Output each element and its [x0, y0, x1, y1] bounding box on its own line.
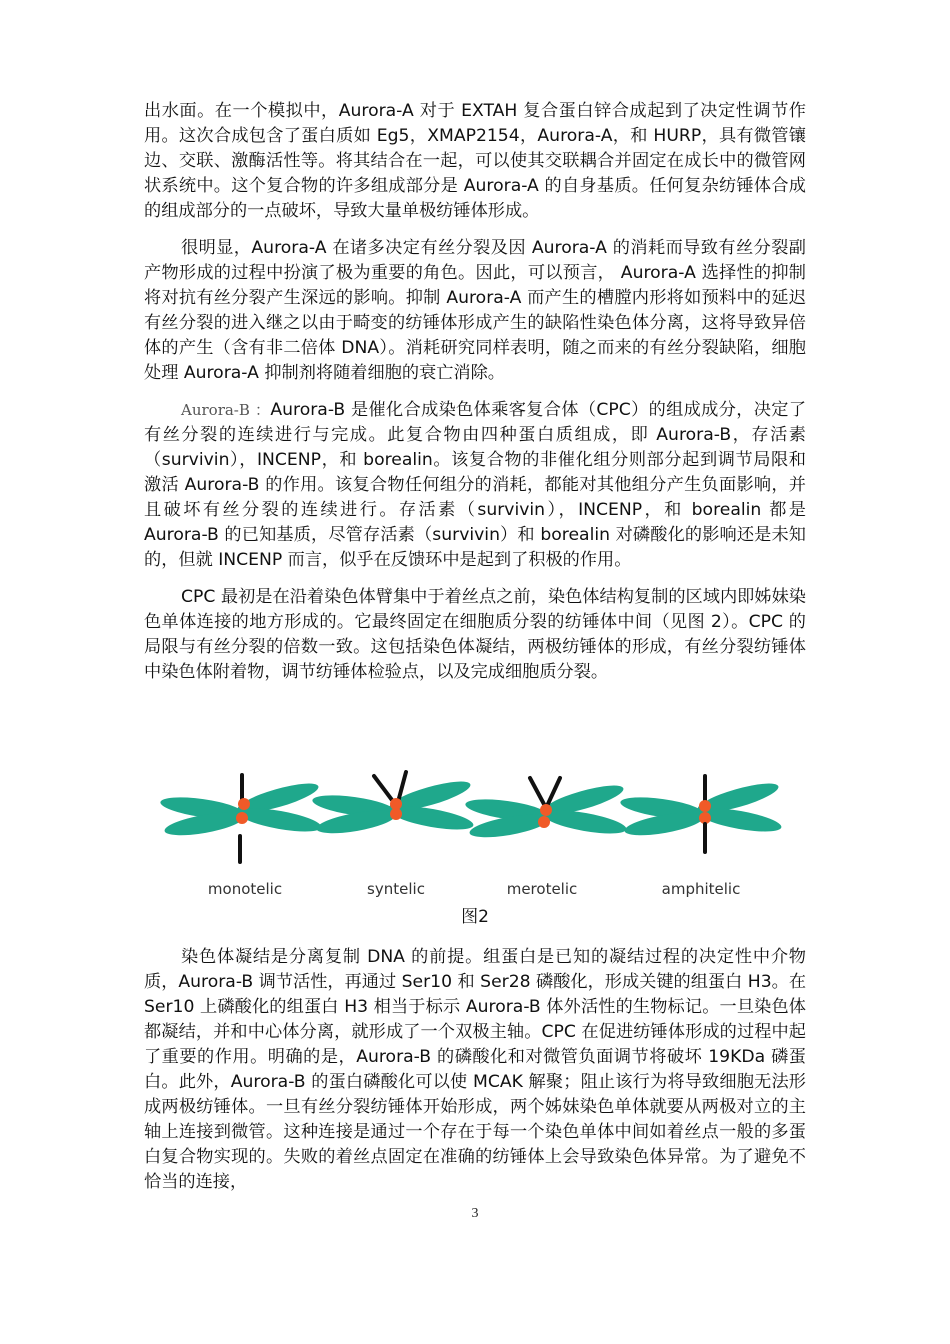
chromosome-amphitelic [619, 776, 783, 852]
kinetochore [238, 798, 250, 810]
text-block-top [144, 99, 806, 697]
kinetochore [540, 804, 552, 816]
paragraph-1: 出水面。在一个模拟中，Aurora-A 对于 EXTAH 复合蛋白锌合成起到了决定性调节作用。这次合成包含了蛋白质如 Eg5，XMAP2154，Aurora-A，和 HURP，具有微管镶边、交联、激酶活性等。将其结合在一起，可以使其交联耦合并固定在成长中的微管网状系统中。这个复合物的许多组成部分是 Aurora-A 的自身基质。任何复杂纺锤体合成的组成部分的一点破坏，导致大量单极纺锤体形成。 [144, 101, 806, 221]
paragraph-condensation: 染色体凝结是分离复制 DNA 的前提。组蛋白是已知的凝结过程的决定性中介物质，Aurora-B 调节活性，再通过 Ser10 和 Ser28 磷酸化，形成关键的组蛋白 H3。在 Ser10 上磷酸化的组蛋白 H3 相当于标示 Aurora-B 体外活性的生物标记。一旦染色体都凝结，并和中心体分离，就形成了一个双极主轴。CPC 在促进纺锤体形成的过程中起了重要的作用。明确的是，Aurora-B 的磷酸化和对微管负面调节将破坏 19KDa 磷蛋白。此外，Aurora-B 的蛋白磷酸化可以使 MCAK 解聚；阻止该行为将导致细胞无法形成两极纺锤体。一旦有丝分裂纺锤体开始形成，两个姊妹染色单体就要从两极对立的主轴上连接到微管。这种连接是通过一个存在于每一个染色单体中间如着丝点一般的多蛋白复合物实现的。失败的着丝点固定在准确的纺锤体上会导致染色体异常。为了避免不恰当的连接， [144, 947, 807, 1192]
page-number: 3 [471, 1206, 479, 1221]
kinetochore [390, 808, 402, 820]
aurora-b-body: Aurora-B 是催化合成染色体乘客复合体（CPC）的组成成分，决定了有丝分裂的连续进行与完成。此复合物由四种蛋白质组成，即 Aurora-B，存活素（survivin），INCENP，和 borealin。该复合物的非催化组分则部分起到调节局限和激活 Aurora-B 的作用。该复合物任何组分的消耗，都能对其他组分产生负面影响，并且破坏有丝分裂的连续进行。存活素（survivin），INCENP，和 borealin 都是 Aurora-B 的已知基质，尽管存活素（survivin）和 borealin 对磷酸化的影响还是未知的，但就 INCENP 而言，似乎在反馈环中是起到了积极的作用。 [144, 400, 807, 570]
label-merotelic: merotelic [506, 880, 578, 898]
chromosome-monotelic [160, 775, 323, 862]
kinetochore [236, 812, 248, 824]
chromosome-illustrations [160, 772, 783, 862]
label-amphitelic: amphitelic [661, 880, 741, 898]
label-syntelic: syntelic [367, 880, 425, 898]
paragraph-2: 很明显，Aurora-A 在诸多决定有丝分裂及因 Aurora-A 的消耗而导致有丝分裂副产物形成的过程中扮演了极为重要的角色。因此，可以预言， Aurora-A 选择性的抑制将对抗有丝分裂产生深远的影响。抑制 Aurora-A 而产生的槽膛内形将如预料中的延迟有丝分裂的进入继之以由于畸变的纺锤体形成产生的缺陷性染色体分离，这将导致异倍体的产生（含有非二倍体 DNA）。消耗研究同样表明，随之而来的有丝分裂缺陷，细胞处理 Aurora-A 抑制剂将随着细胞的衰亡消除。 [144, 238, 806, 383]
chromosome-merotelic [464, 778, 628, 842]
aurora-b-lead: Aurora-B ： [181, 401, 271, 419]
kinetochore [699, 800, 711, 812]
paragraph-cpc: CPC 最初是在沿着染色体臂集中于着丝点之前，染色体结构复制的区域内即姊妹染色单体连接的地方形成的。它最终固定在细胞质分裂的纺锤体中间（见图 2）。CPC 的局限与有丝分裂的倍数一致。这包括染色体凝结，两极纺锤体的形成，有丝分裂纺锤体中染色体附着物，调节纺锤体检验点，以及完成细胞质分裂。 [144, 587, 806, 682]
chromosome-syntelic [311, 772, 475, 838]
kinetochore [538, 816, 550, 828]
figure-caption: 图2 [461, 907, 489, 927]
chromatid-arm [389, 802, 475, 834]
label-monotelic: monotelic [207, 880, 283, 898]
chromatid-arm [237, 804, 323, 836]
chromatid-arm [542, 806, 628, 838]
paragraph-aurora-b [144, 398, 806, 573]
text-block-bottom [144, 945, 806, 1207]
microtubule [530, 778, 545, 806]
